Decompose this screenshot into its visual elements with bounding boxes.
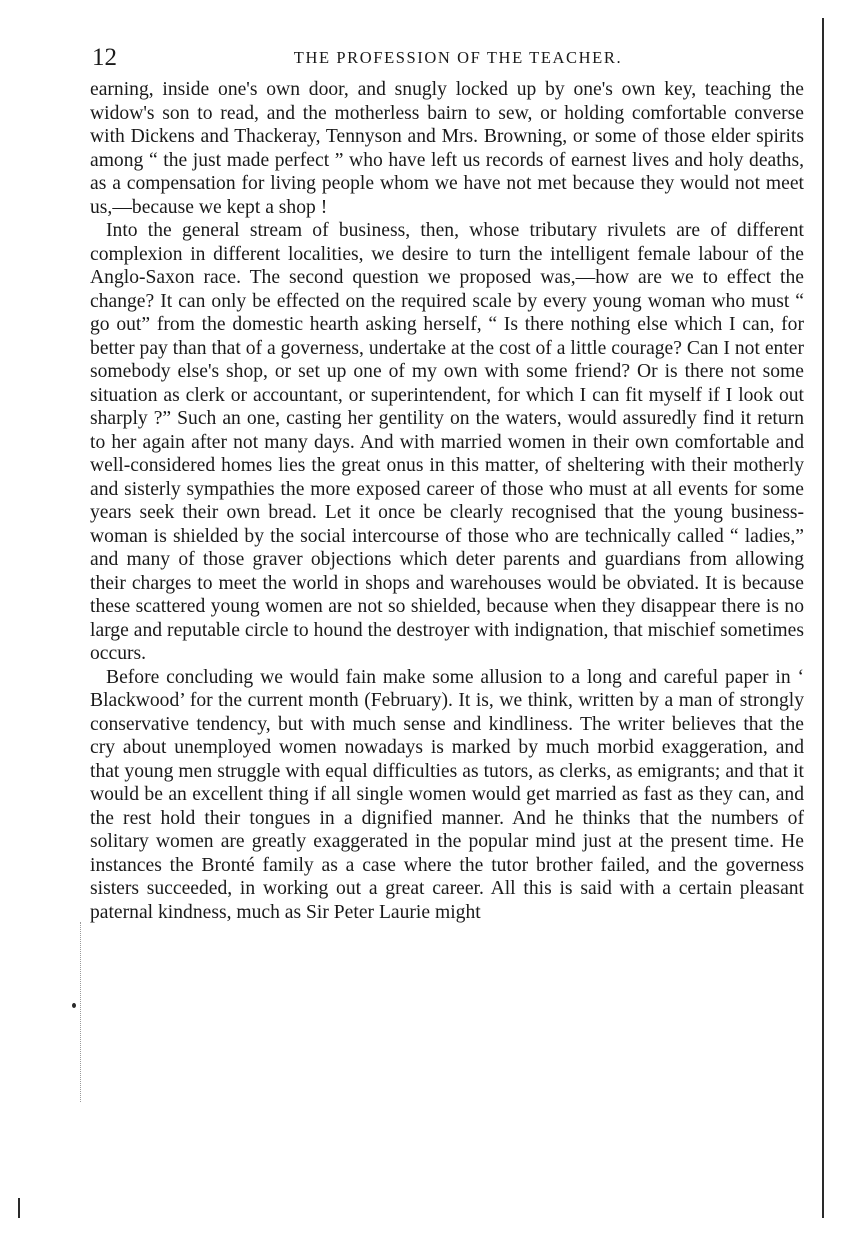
body-text xyxy=(90,78,804,924)
margin-dotted-line xyxy=(80,922,81,1102)
right-margin-rule xyxy=(822,18,824,1218)
paragraph-business-stream: Into the general stream of business, then, whose tributary rivulets are of different complexion in different localities, we desire to turn the intelligent female labour of the Anglo-Saxon race. The second question we proposed was,—how are we to effect the change? It can only be effected on the required scale by every young woman who must “ go out” from the domestic hearth asking herself, “ Is there nothing else which I can, for better pay than that of a governess, undertake at the cost of a little courage? Can I not enter somebody else's shop, or set up one of my own with some friend? Or is there not some situation as clerk or accountant, or superintendent, for which I can fit myself if I look out sharply ?” Such an one, casting her gentility on the waters, would assuredly find it return to her again after not many days. And with married women in their own comfortable and well-considered homes lies the great onus in this matter, of sheltering with their motherly and sisterly sympathies the more exposed career of those who must at all events for some years seek their own bread. Let it once be clearly recognised that the young business-woman is shielded by the social intercourse of those who are technically called “ ladies,” and many of those graver objections which deter parents and guardians from allowing their charges to meet the world in shops and warehouses would be obviated. It is because these scattered young women are not so shielded, because when they disappear there is no large and reputable circle to hound the destroyer with indignation, that mischief sometimes occurs. xyxy=(90,220,804,664)
paragraph-continuation: earning, inside one's own door, and snugly locked up by one's own key, teaching the widow's son to read, and the motherless bairn to sew, or holding comfortable converse with Dickens and Thackeray, Tennyson and Mrs. Browning, or some of those elder spirits among “ the just made perfect ” who have left us records of earnest lives and holy deaths, as a compensation for living people whom we have not met because they would not meet us,—because we kept a shop ! xyxy=(90,79,804,218)
page-header xyxy=(88,40,808,76)
left-margin-mark xyxy=(18,1198,20,1218)
page-number: 12 xyxy=(92,44,117,71)
paragraph-blackwood: Before concluding we would fain make some allusion to a long and careful paper in ‘ Blackwood’ for the current month (February). It is, we think, written by a man of strongly conservative tendency, but with much sense and kindliness. The writer believes that the cry about unemployed women nowadays is marked by much morbid exaggeration, and that young men struggle with equal difficulties as tutors, as clerks, as emigrants; and that it would be an excellent thing if all single women would get married as fast as they can, and the rest hold their tongues in a dignified manner. And he thinks that the numbers of solitary women are greatly exaggerated in the popular mind just at the present time. He instances the Bronté family as a case where the tutor brother failed, and the governess sisters succeeded, in working out a great career. All this is said with a certain pleasant paternal kindness, much as Sir Peter Laurie might xyxy=(90,666,804,923)
margin-dot-mark xyxy=(72,1003,76,1008)
running-title: THE PROFESSION OF THE TEACHER. xyxy=(293,48,623,67)
